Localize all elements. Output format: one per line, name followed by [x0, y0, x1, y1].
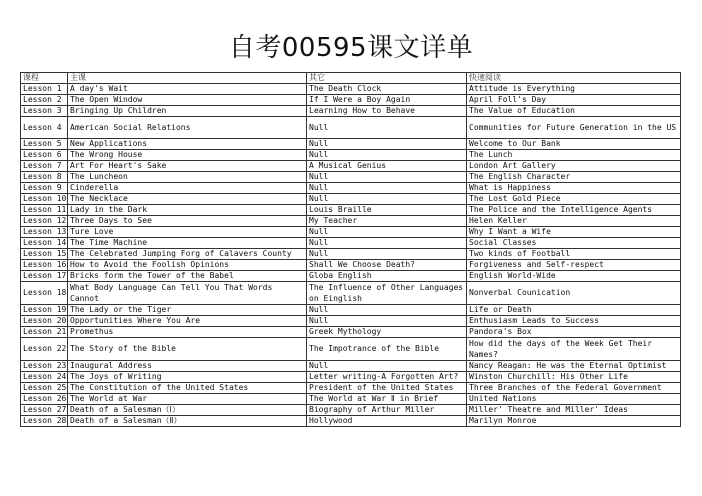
lesson-table — [20, 72, 681, 427]
lesson-number-cell: Lesson 26 — [21, 394, 68, 405]
main-text-cell: The Open Window — [68, 95, 307, 106]
other-text-cell: Null — [307, 139, 467, 150]
table-row — [21, 316, 681, 327]
fast-reading-cell: London Art Gallery — [467, 161, 681, 172]
fast-reading-cell: Two kinds of Football — [467, 249, 681, 260]
other-text-cell: Globa English — [307, 271, 467, 282]
other-text-cell: A Musical Genius — [307, 161, 467, 172]
lesson-number-cell: Lesson 11 — [21, 205, 68, 216]
fast-reading-cell: Enthusiasm Leads to Success — [467, 316, 681, 327]
fast-reading-cell: The Value of Education — [467, 106, 681, 117]
lesson-number-cell: Lesson 20 — [21, 316, 68, 327]
main-text-cell: The Constitution of the United States — [68, 383, 307, 394]
table-row — [21, 95, 681, 106]
table-row — [21, 383, 681, 394]
main-text-cell: The Story of the Bible — [68, 338, 307, 361]
other-text-cell: Null — [307, 316, 467, 327]
fast-reading-cell: April Foll's Day — [467, 95, 681, 106]
fast-reading-cell: United Nations — [467, 394, 681, 405]
fast-reading-cell: Life or Death — [467, 305, 681, 316]
fast-reading-cell: The English Character — [467, 172, 681, 183]
table-row — [21, 106, 681, 117]
table-row — [21, 416, 681, 427]
lesson-table-body — [21, 73, 681, 427]
table-row — [21, 139, 681, 150]
table-row — [21, 361, 681, 372]
lesson-number-cell: Lesson 2 — [21, 95, 68, 106]
other-text-cell: The World at War Ⅱ in Brief — [307, 394, 467, 405]
main-text-cell: How to Avoid the Foolish Opinions — [68, 260, 307, 271]
table-row — [21, 238, 681, 249]
other-text-cell: Null — [307, 150, 467, 161]
lesson-number-cell: Lesson 8 — [21, 172, 68, 183]
other-text-cell: Null — [307, 183, 467, 194]
table-header-row — [21, 73, 681, 84]
main-text-cell: A day's Wait — [68, 84, 307, 95]
fast-reading-cell: Attitude is Everything — [467, 84, 681, 95]
other-text-cell: Biography of Arthur Miller — [307, 405, 467, 416]
table-row — [21, 172, 681, 183]
lesson-number-cell: Lesson 22 — [21, 338, 68, 361]
main-text-cell: The World at War — [68, 394, 307, 405]
other-text-cell: Learning How to Behave — [307, 106, 467, 117]
fast-reading-cell: Three Branches of the Federal Government — [467, 383, 681, 394]
main-text-cell: New Applications — [68, 139, 307, 150]
lesson-number-cell: Lesson 9 — [21, 183, 68, 194]
fast-reading-cell: What is Happiness — [467, 183, 681, 194]
main-text-cell: Bricks form the Tower of the Babel — [68, 271, 307, 282]
table-row — [21, 282, 681, 305]
main-text-cell: Death of a Salesman（Ⅰ） — [68, 405, 307, 416]
main-text-cell: The Joys of Writing — [68, 372, 307, 383]
lesson-number-cell: Lesson 10 — [21, 194, 68, 205]
other-text-cell: My Teacher — [307, 216, 467, 227]
lesson-number-cell: Lesson 3 — [21, 106, 68, 117]
table-row — [21, 249, 681, 260]
column-header-main-text: 主课 — [68, 73, 307, 84]
table-row — [21, 216, 681, 227]
other-text-cell: Null — [307, 194, 467, 205]
lesson-number-cell: Lesson 23 — [21, 361, 68, 372]
lesson-number-cell: Lesson 13 — [21, 227, 68, 238]
table-row — [21, 394, 681, 405]
fast-reading-cell: The Lost Gold Piece — [467, 194, 681, 205]
main-text-cell: Three Days to See — [68, 216, 307, 227]
fast-reading-cell: Forgiveness and Self-respect — [467, 260, 681, 271]
table-row — [21, 372, 681, 383]
lesson-number-cell: Lesson 14 — [21, 238, 68, 249]
lesson-number-cell: Lesson 6 — [21, 150, 68, 161]
fast-reading-cell: Helen Keller — [467, 216, 681, 227]
fast-reading-cell: Nancy Reagan: He was the Eternal Optimist — [467, 361, 681, 372]
lesson-number-cell: Lesson 5 — [21, 139, 68, 150]
main-text-cell: Cinderella — [68, 183, 307, 194]
main-text-cell: American Social Relations — [68, 117, 307, 139]
other-text-cell: Null — [307, 361, 467, 372]
fast-reading-cell: Social Classes — [467, 238, 681, 249]
table-row — [21, 327, 681, 338]
fast-reading-cell: Pandora's Box — [467, 327, 681, 338]
table-row — [21, 260, 681, 271]
fast-reading-cell: Nonverbal Counication — [467, 282, 681, 305]
other-text-cell: Letter writing-A Forgotten Art? — [307, 372, 467, 383]
other-text-cell: Null — [307, 249, 467, 260]
lesson-number-cell: Lesson 4 — [21, 117, 68, 139]
other-text-cell: President of the United States — [307, 383, 467, 394]
table-row — [21, 205, 681, 216]
fast-reading-cell: Communities for Future Generation in the US — [467, 117, 681, 139]
lesson-number-cell: Lesson 25 — [21, 383, 68, 394]
column-header-other-text: 其它 — [307, 73, 467, 84]
other-text-cell: Null — [307, 238, 467, 249]
main-text-cell: The Celebrated Jumping Forg of Calavers County — [68, 249, 307, 260]
column-header-lesson: 课程 — [21, 73, 68, 84]
column-header-fast-reading: 快速阅读 — [467, 73, 681, 84]
table-row — [21, 305, 681, 316]
fast-reading-cell: Welcome to Our Bank — [467, 139, 681, 150]
lesson-number-cell: Lesson 15 — [21, 249, 68, 260]
lesson-number-cell: Lesson 17 — [21, 271, 68, 282]
other-text-cell: Louis Braille — [307, 205, 467, 216]
other-text-cell: Hollywood — [307, 416, 467, 427]
main-text-cell: The Luncheon — [68, 172, 307, 183]
main-text-cell: Lady in the Dark — [68, 205, 307, 216]
table-row — [21, 150, 681, 161]
main-text-cell: The Time Machine — [68, 238, 307, 249]
lesson-number-cell: Lesson 1 — [21, 84, 68, 95]
fast-reading-cell: The Lunch — [467, 150, 681, 161]
other-text-cell: Shall We Choose Death? — [307, 260, 467, 271]
table-row — [21, 183, 681, 194]
main-text-cell: Art For Heart's Sake — [68, 161, 307, 172]
other-text-cell: Null — [307, 172, 467, 183]
table-row — [21, 117, 681, 139]
other-text-cell: The Death Clock — [307, 84, 467, 95]
table-row — [21, 271, 681, 282]
lesson-number-cell: Lesson 21 — [21, 327, 68, 338]
fast-reading-cell: Marilyn Monroe — [467, 416, 681, 427]
lesson-number-cell: Lesson 18 — [21, 282, 68, 305]
other-text-cell: Null — [307, 227, 467, 238]
lesson-number-cell: Lesson 27 — [21, 405, 68, 416]
other-text-cell: The Influence of Other Languages on Einglish — [307, 282, 467, 305]
fast-reading-cell: How did the days of the Week Get Their Names? — [467, 338, 681, 361]
fast-reading-cell: Winston Churchill: His Other Life — [467, 372, 681, 383]
other-text-cell: Null — [307, 305, 467, 316]
other-text-cell: Null — [307, 117, 467, 139]
main-text-cell: Inaugural Address — [68, 361, 307, 372]
lesson-number-cell: Lesson 16 — [21, 260, 68, 271]
main-text-cell: The Wrong House — [68, 150, 307, 161]
main-text-cell: Death of a Salesman（Ⅱ） — [68, 416, 307, 427]
fast-reading-cell: Miller' Theatre and Miller' Ideas — [467, 405, 681, 416]
lesson-number-cell: Lesson 24 — [21, 372, 68, 383]
main-text-cell: The Lady or the Tiger — [68, 305, 307, 316]
table-row — [21, 405, 681, 416]
main-text-cell: Ture Love — [68, 227, 307, 238]
table-row — [21, 227, 681, 238]
lesson-number-cell: Lesson 28 — [21, 416, 68, 427]
main-text-cell: Promethus — [68, 327, 307, 338]
table-row — [21, 194, 681, 205]
other-text-cell: The Impotrance of the Bible — [307, 338, 467, 361]
lesson-number-cell: Lesson 12 — [21, 216, 68, 227]
other-text-cell: Greek Mythology — [307, 327, 467, 338]
lesson-number-cell: Lesson 7 — [21, 161, 68, 172]
table-row — [21, 84, 681, 95]
lesson-number-cell: Lesson 19 — [21, 305, 68, 316]
page-title: 自考00595课文详单 — [228, 33, 474, 63]
other-text-cell: If I Were a Boy Again — [307, 95, 467, 106]
fast-reading-cell: The Police and the Intelligence Agents — [467, 205, 681, 216]
table-row — [21, 338, 681, 361]
fast-reading-cell: English World-Wide — [467, 271, 681, 282]
main-text-cell: Bringing Up Children — [68, 106, 307, 117]
main-text-cell: The Necklace — [68, 194, 307, 205]
table-row — [21, 161, 681, 172]
main-text-cell: What Body Language Can Tell You That Words Cannot — [68, 282, 307, 305]
fast-reading-cell: Why I Want a Wife — [467, 227, 681, 238]
main-text-cell: Opportunities Where You Are — [68, 316, 307, 327]
